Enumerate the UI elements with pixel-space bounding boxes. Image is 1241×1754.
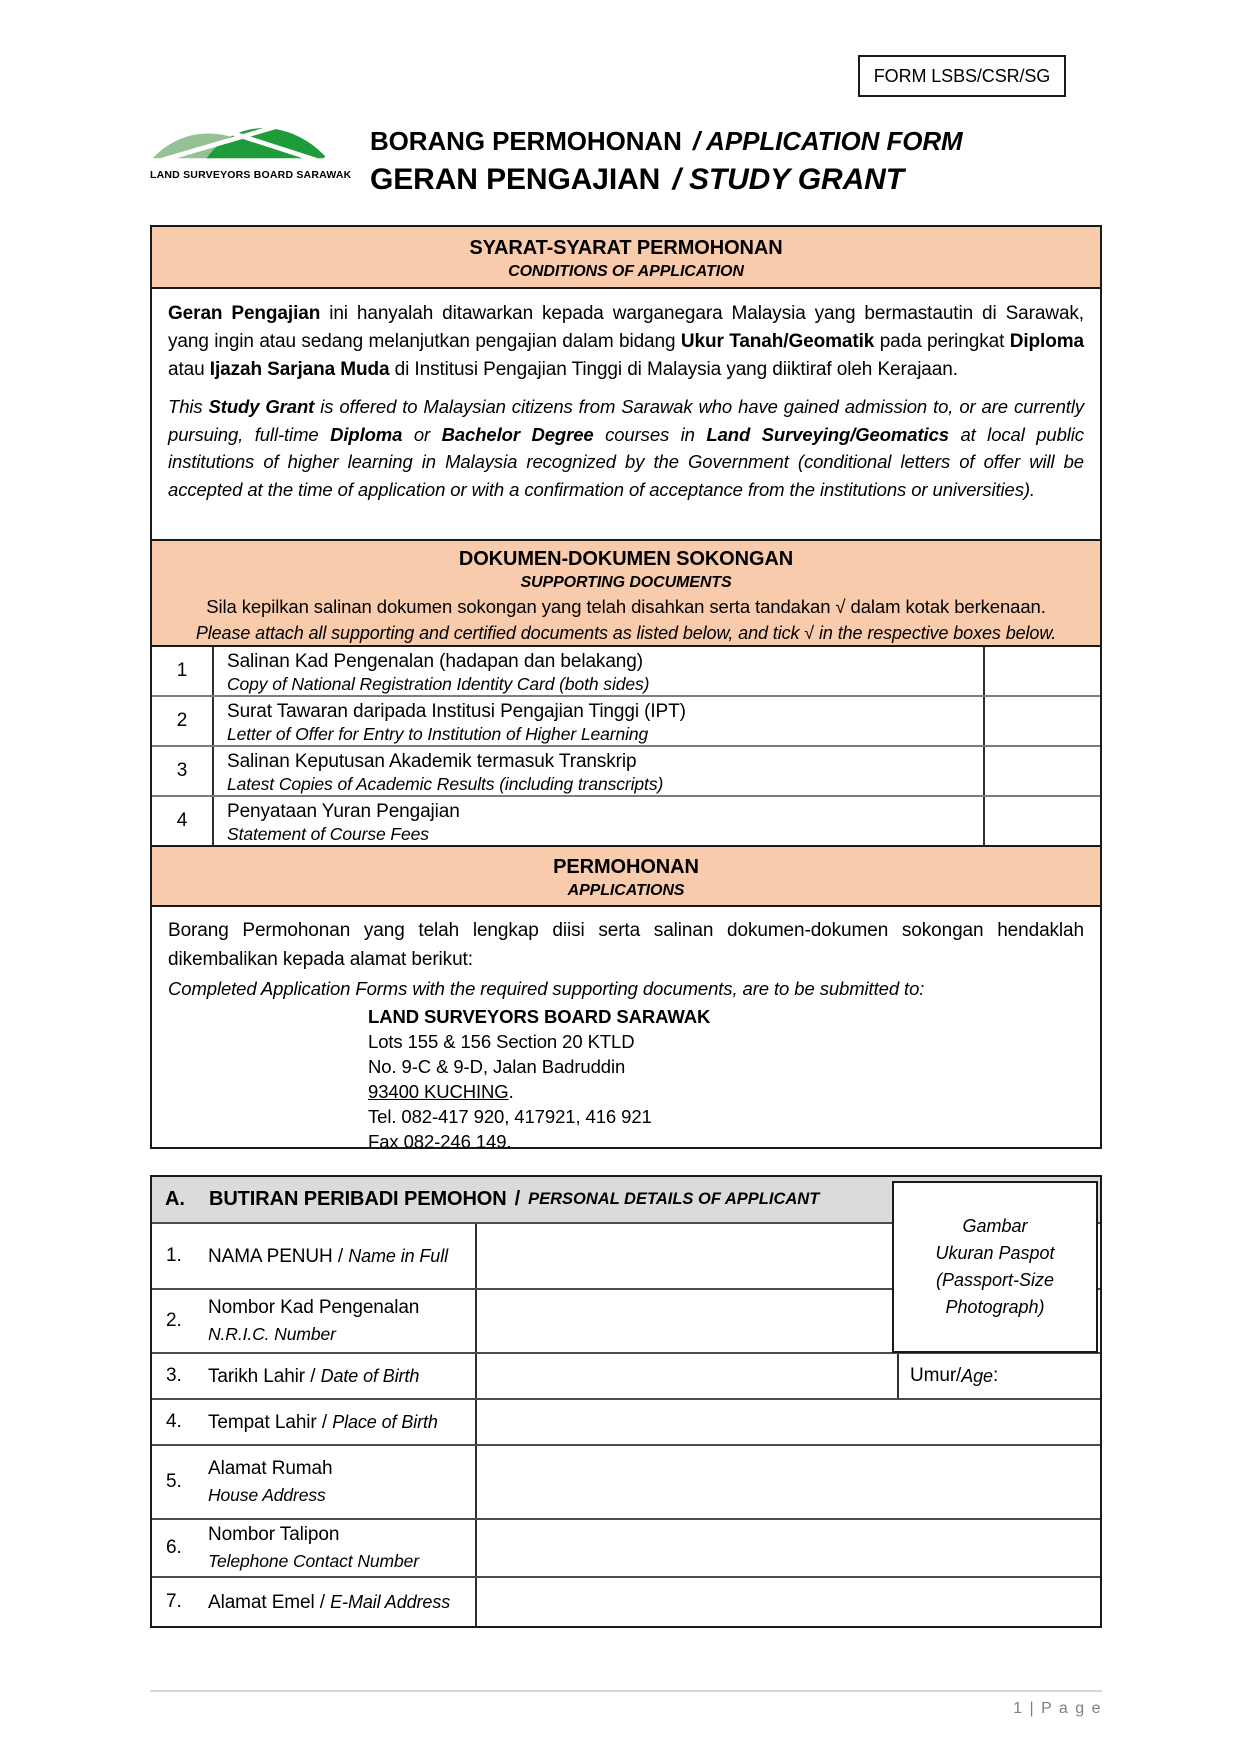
doc-checkbox-1[interactable] xyxy=(985,647,1100,695)
conditions-title-en: CONDITIONS OF APPLICATION xyxy=(508,263,744,280)
title-line-2-en: / STUDY GRANT xyxy=(672,163,904,196)
supporting-doc-row xyxy=(152,697,1100,747)
doc-description xyxy=(214,797,985,845)
doc-checkbox-4[interactable] xyxy=(985,797,1100,845)
applications-title-ms: PERMOHONAN xyxy=(553,856,699,878)
section-letter: A. xyxy=(165,1188,185,1210)
field-label: 5. Alamat Rumah House Address xyxy=(152,1446,477,1518)
applications-paragraph-en: Completed Application Forms with the required supporting documents, are to be submitted to: xyxy=(168,978,925,999)
logo-caption: LAND SURVEYORS BOARD SARAWAK xyxy=(150,169,352,181)
title-line-2 xyxy=(370,161,963,199)
doc-checkbox-3[interactable] xyxy=(985,747,1100,795)
doc-title-ms: Surat Tawaran daripada Institusi Pengajian Tinggi (IPT) xyxy=(227,700,686,722)
section-a-title-en: PERSONAL DETAILS OF APPLICANT xyxy=(528,1190,820,1208)
conditions-paragraph-ms: Geran Pengajian ini hanyalah ditawarkan kepada warganegara Malaysia yang bermastautin di Sarawak, yang ingin atau sedang melanjutkan pengajian dalam bidang Ukur Tanah/Geomatik pada peringkat Diploma atau Ijazah Sarjana Muda di Institusi Pengajian Tinggi di Malaysia yang diiktiraf oleh Kerajaan. xyxy=(168,303,1084,380)
applications-paragraph-ms: Borang Permohonan yang telah lengkap diisi serta salinan dokumen-dokumen sokongan hendaklah dikembalikan kepada alamat berikut: xyxy=(168,920,1084,970)
page-number: 1 | P a g e xyxy=(1013,1700,1102,1717)
conditions-header xyxy=(152,227,1100,289)
field-label: 7. Alamat Emel / E-Mail Address xyxy=(152,1578,477,1626)
doc-title-ms: Salinan Keputusan Akademik termasuk Transkrip xyxy=(227,750,637,772)
lsbs-logo xyxy=(150,110,352,181)
doc-title-en: Latest Copies of Academic Results (including transcripts) xyxy=(227,773,664,794)
input-email-address[interactable] xyxy=(477,1578,1100,1626)
passport-photo-box[interactable]: Gambar Ukuran Paspot (Passport-Size Photograph) xyxy=(892,1181,1098,1353)
age-label-en: Age xyxy=(961,1365,993,1386)
conditions-body xyxy=(152,289,1100,541)
applications-body xyxy=(152,907,1100,1152)
doc-description xyxy=(214,697,985,745)
address-fax: Fax 082-246 149. xyxy=(368,1131,512,1152)
field-label: 4. Tempat Lahir / Place of Birth xyxy=(152,1400,477,1444)
doc-number: 2 xyxy=(152,697,214,745)
documents-instruction-en: Please attach all supporting and certified documents as listed below, and tick √ in the respective boxes below. xyxy=(195,623,1057,643)
documents-instruction-ms: Sila kepilkan salinan dokumen sokongan yang telah disahkan serta tandakan √ dalam kotak berkenaan. xyxy=(206,596,1046,617)
doc-description xyxy=(214,647,985,695)
address-line-3: 93400 KUCHING. xyxy=(368,1081,514,1102)
age-label-ms: Umur xyxy=(910,1365,957,1386)
conditions-paragraph-en: This Study Grant is offered to Malaysian citizens from Sarawak who have gained admission to, or are currently pursuing, full-time Diploma or Bachelor Degree courses in Land Surveying/Geomatics at local public institutions of higher learning in Malaysia recognized by the Government (conditional letters of offer will be accepted at the time of application or with a confirmation of acceptance from the institutions or universities). xyxy=(168,396,1084,500)
input-telephone-number[interactable] xyxy=(477,1520,1100,1576)
address-postcode-city: 93400 KUCHING xyxy=(368,1081,509,1102)
input-house-address[interactable] xyxy=(477,1446,1100,1518)
address-line-1: Lots 155 & 156 Section 20 KTLD xyxy=(368,1031,635,1052)
supporting-doc-row xyxy=(152,797,1100,847)
field-row-place-of-birth xyxy=(152,1400,1100,1446)
field-label: 6. Nombor Talipon Telephone Contact Number xyxy=(152,1520,477,1576)
section-a-personal-details xyxy=(150,1175,1102,1628)
form-title xyxy=(370,125,963,199)
applications-title-en: APPLICATIONS xyxy=(567,882,685,899)
field-label: 2. Nombor Kad Pengenalan N.R.I.C. Number xyxy=(152,1290,477,1352)
documents-title-ms: DOKUMEN-DOKUMEN SOKONGAN xyxy=(458,548,794,570)
applications-header xyxy=(152,847,1100,907)
field-row-date-of-birth xyxy=(152,1354,1100,1400)
conditions-title-ms: SYARAT-SYARAT PERMOHONAN xyxy=(469,237,783,259)
title-line-1-ms: BORANG PERMOHONAN xyxy=(370,126,682,156)
address-telephone: Tel. 082-417 920, 417921, 416 921 xyxy=(368,1106,652,1127)
doc-description xyxy=(214,747,985,795)
doc-number: 1 xyxy=(152,647,214,695)
section-a-title-ms: BUTIRAN PERIBADI PEMOHON xyxy=(209,1188,507,1210)
section-a-title-separator: / xyxy=(514,1188,521,1210)
supporting-doc-row xyxy=(152,747,1100,797)
input-place-of-birth[interactable] xyxy=(477,1400,1100,1444)
field-row-email xyxy=(152,1578,1100,1626)
doc-title-ms: Penyataan Yuran Pengajian xyxy=(227,800,460,822)
page-footer xyxy=(150,1690,1102,1718)
main-info-table xyxy=(150,225,1102,1152)
address-name: LAND SURVEYORS BOARD SARAWAK xyxy=(368,1006,711,1027)
documents-title-en: SUPPORTING DOCUMENTS xyxy=(520,574,732,591)
input-date-of-birth[interactable] xyxy=(477,1354,897,1398)
title-line-2-ms: GERAN PENGAJIAN xyxy=(370,163,661,196)
input-age[interactable]: Umur / Age : xyxy=(897,1354,1100,1398)
documents-header xyxy=(152,541,1100,647)
field-label: 1. NAMA PENUH / Name in Full xyxy=(152,1224,477,1288)
doc-title-ms: Salinan Kad Pengenalan (hadapan dan belakang) xyxy=(227,650,643,672)
address-line-2: No. 9-C & 9-D, Jalan Badruddin xyxy=(368,1056,626,1077)
title-line-1 xyxy=(370,125,963,157)
field-row-telephone xyxy=(152,1520,1100,1578)
form-code-text: FORM LSBS/CSR/SG xyxy=(873,65,1051,86)
doc-number: 4 xyxy=(152,797,214,845)
doc-number: 3 xyxy=(152,747,214,795)
doc-checkbox-2[interactable] xyxy=(985,697,1100,745)
lsbs-logo-icon xyxy=(150,110,328,162)
field-row-house-address xyxy=(152,1446,1100,1520)
field-label: 3. Tarikh Lahir / Date of Birth xyxy=(152,1354,477,1398)
form-code-box xyxy=(858,55,1066,97)
doc-title-en: Letter of Offer for Entry to Institution of Higher Learning xyxy=(227,723,649,744)
doc-title-en: Statement of Course Fees xyxy=(227,823,429,844)
doc-title-en: Copy of National Registration Identity Card (both sides) xyxy=(227,673,650,694)
title-line-1-en: / APPLICATION FORM xyxy=(692,126,963,156)
footer-divider xyxy=(150,1690,1102,1692)
supporting-doc-row xyxy=(152,647,1100,697)
board-address xyxy=(368,1004,1084,1154)
